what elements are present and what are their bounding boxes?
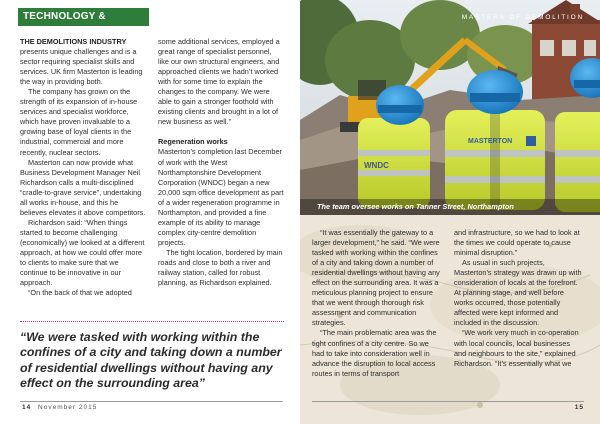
subheading: Regeneration works <box>158 137 228 147</box>
paragraph: some additional services, employed a great range of specialist personnel, like our own structural engineers, and approached clients we hadn’t worked with for some time to explain the changes to the company. We were able to gain a stronger foothold with existing clients and brought in a lot of new business as well.” <box>158 37 280 127</box>
right-page <box>300 0 600 424</box>
subheading: THE DEMOLITIONS INDUSTRY <box>20 37 127 46</box>
paragraph: and infrastructure, so we had to look at the times we could operate to cause minimal disruption.” <box>454 228 580 258</box>
vest-label-masterton: MASTERTON <box>468 138 513 145</box>
paragraph: Masterton’s completion last December of work with the West Northamptonshire Development Corporation (WNDC) began a new 20,000 sqm office development as part of a wider regeneration programme in Northampton, and provided a fine example of its ability to manage complex city-centre demolition projects. <box>158 147 284 247</box>
site-photo <box>300 0 600 215</box>
paragraph: “We work very much in co-operation with local councils, local businesses and neighbours to the site,” explained Richardson. “It’s essentially what we <box>454 328 579 368</box>
article-column-4 <box>454 228 584 369</box>
paragraph: The company has grown on the strength of its expansion of in-house services and specialist workforce, which have proven invaluable to a growing base of loyal clients in the industrial, commercial and more recently, nuclear sectors. <box>20 87 138 157</box>
page-footer-left <box>22 404 97 411</box>
paragraph: “It was essentially the gateway to a larger development,” he said. “We were tasked with working within the confines of a city and taking down a number of residential dwellings without having any effect on the surrounding area. It was a meticulous planning project to ensure that we went through thorough risk assessment and communication strategies. <box>312 228 440 328</box>
paragraph: The tight location, bordered by main roads and close to both a river and railway station, called for robust planning, as Richardson explained. <box>158 247 283 288</box>
photo-caption: The team oversee works on Tanner Street, Northampton <box>300 199 600 215</box>
article-column-2 <box>158 37 284 288</box>
demolition-photo-illustration <box>300 0 600 215</box>
paragraph-gap <box>158 127 284 137</box>
article-column-1 <box>20 37 146 298</box>
running-header: MASTERS OF DEMOLITION <box>461 14 584 21</box>
footer-rule <box>20 401 283 402</box>
paragraph: As usual in such projects, Masterton’s strategy was drawn up with consideration of locals at the forefront. At planning stage, and well before works occurred, those potentially affected were kept informed and included in the discussion. <box>454 258 582 328</box>
pull-quote: “We were tasked with working within the confines of a city and taking down a number of residential dwellings without having any effect on the surrounding area” <box>20 330 282 391</box>
paragraph: “The main problematic area was the tight confines of a city centre. So we had to take into consideration well in advance the disruption to local access routes in terms of transport <box>312 328 437 378</box>
paragraph: presents unique challenges and is a sector requiring specialist skills and services. UK firm Masterton is leading the way in providing both. <box>20 47 143 87</box>
paragraph: Richardson said: “When things started to become challenging (economically) we looked at a different approach, at how we could offer more to clients to make sure that we continue to be innovative in our approach. <box>20 217 145 288</box>
page-number: 14 <box>22 404 32 411</box>
section-tab: TECHNOLOGY & EQUIPMENT <box>18 8 149 26</box>
paragraph: “On the back of that we adopted <box>28 288 132 298</box>
issue-date: November 2015 <box>38 404 98 411</box>
article-column-3 <box>312 228 440 379</box>
vest-label-wndc: WNDC <box>364 161 389 170</box>
dotted-divider <box>20 321 284 322</box>
page-number: 15 <box>574 404 584 411</box>
footer-rule <box>312 401 584 402</box>
paragraph: Masterton can now provide what Business Development Manager Neil Richardson calls a multi-disciplined “cradle-to-grave service”, undertaking all works in-house, and this he believes elevates it above competitors. <box>20 157 146 217</box>
